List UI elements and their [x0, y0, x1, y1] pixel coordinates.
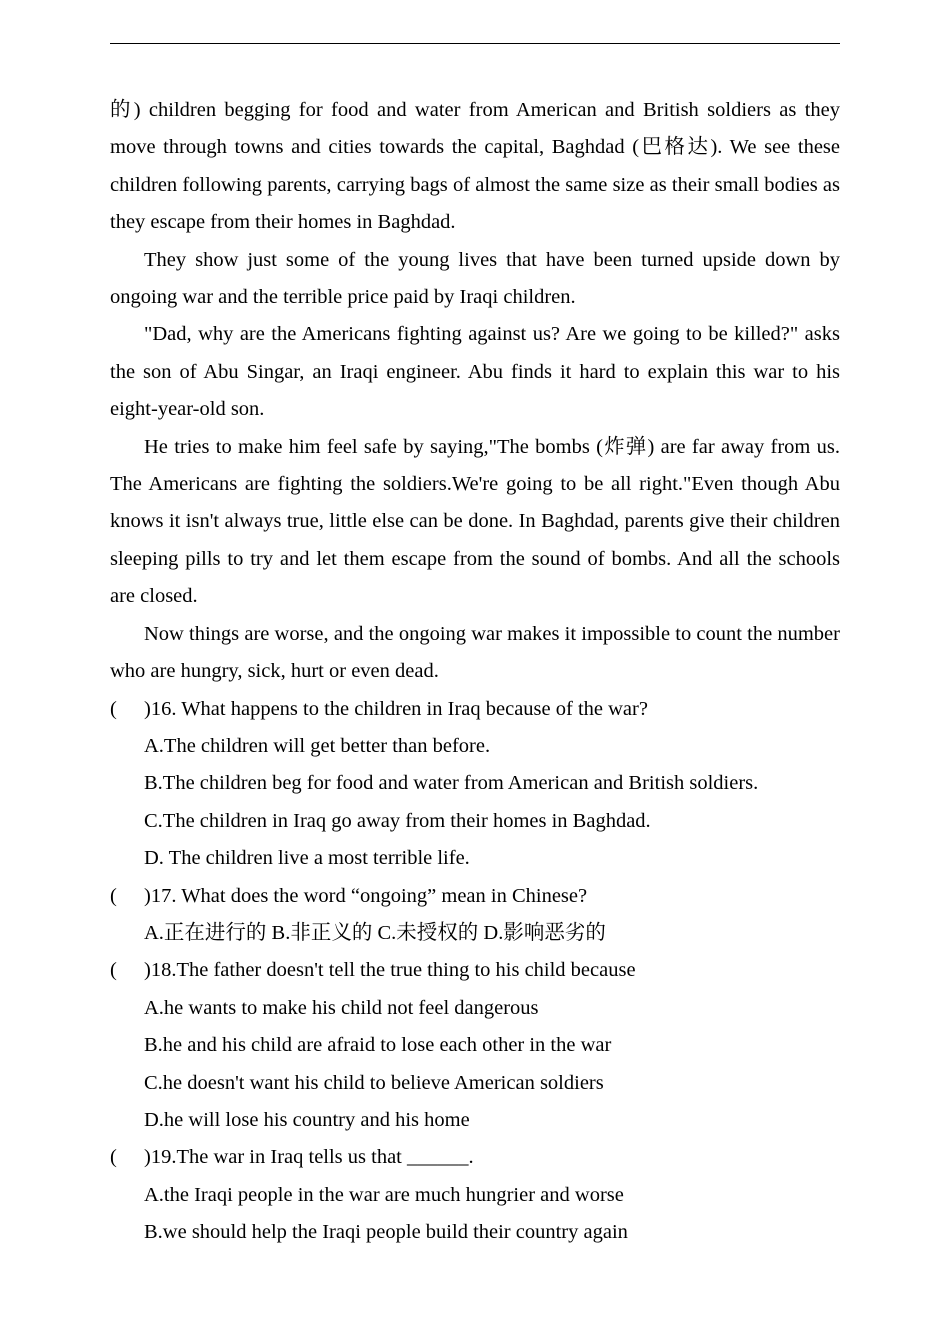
- passage-paragraph-3: "Dad, why are the Americans fighting against us? Are we going to be killed?" asks the son of Abu Singar, an Iraqi engineer. Abu finds it hard to explain this war to his eight-year-old son.: [110, 323, 840, 421]
- question-stem: )16. What happens to the children in Iraq because of the war?: [144, 697, 648, 720]
- question-stem: )19.The war in Iraq tells us that ______.: [144, 1146, 474, 1169]
- option-16-c: C.The children in Iraq go away from their homes in Baghdad.: [144, 809, 651, 832]
- option-18-c: C.he doesn't want his child to believe American soldiers: [144, 1071, 604, 1094]
- passage-paragraph-4: He tries to make him feel safe by saying,"The bombs (炸弹) are far away from us. The Americans are fighting the soldiers.We're going to be all right."Even though Abu knows it isn't always true, little else can be done. In Baghdad, parents give their children sleeping pills to try and let them escape from the sound of bombs. And all the schools are closed.: [110, 435, 840, 608]
- answer-blank: (: [110, 884, 117, 907]
- option-18-d: D.he will lose his country and his home: [144, 1108, 470, 1131]
- question-18: [110, 952, 840, 989]
- question-16: [110, 691, 840, 728]
- answer-blank: (: [110, 697, 117, 720]
- answer-blank: (: [110, 959, 117, 982]
- question-19: [110, 1139, 840, 1176]
- passage-paragraph-5: Now things are worse, and the ongoing war makes it impossible to count the number who are hungry, sick, hurt or even dead.: [110, 622, 840, 683]
- option-17-choices: A.正在进行的 B.非正义的 C.未授权的 D.影响恶劣的: [144, 921, 606, 944]
- option-16-b: B.The children beg for food and water from American and British soldiers.: [144, 772, 759, 795]
- passage-paragraph-1: 的) children begging for food and water from American and British soldiers as they move through towns and cities towards the capital, Baghdad (巴格达). We see these children following parents, carrying bags of almost the same size as their small bodies as they escape from their homes in Baghdad.: [110, 99, 840, 234]
- option-16-d: D. The children live a most terrible life.: [144, 847, 470, 870]
- question-stem: )17. What does the word “ongoing” mean in Chinese?: [144, 884, 588, 907]
- answer-blank: (: [110, 1146, 117, 1169]
- header-rule: [110, 43, 840, 44]
- question-stem: )18.The father doesn't tell the true thing to his child because: [144, 959, 636, 982]
- option-16-a: A.The children will get better than before.: [144, 734, 491, 757]
- option-18-a: A.he wants to make his child not feel dangerous: [144, 996, 539, 1019]
- option-19-b: B.we should help the Iraqi people build their country again: [144, 1221, 628, 1244]
- option-19-a: A.the Iraqi people in the war are much hungrier and worse: [144, 1183, 624, 1206]
- option-18-b: B.he and his child are afraid to lose each other in the war: [144, 1034, 612, 1057]
- passage-paragraph-2: They show just some of the young lives that have been turned upside down by ongoing war and the terrible price paid by Iraqi children.: [110, 248, 840, 309]
- document-body: [110, 92, 840, 1252]
- question-17: [110, 878, 840, 915]
